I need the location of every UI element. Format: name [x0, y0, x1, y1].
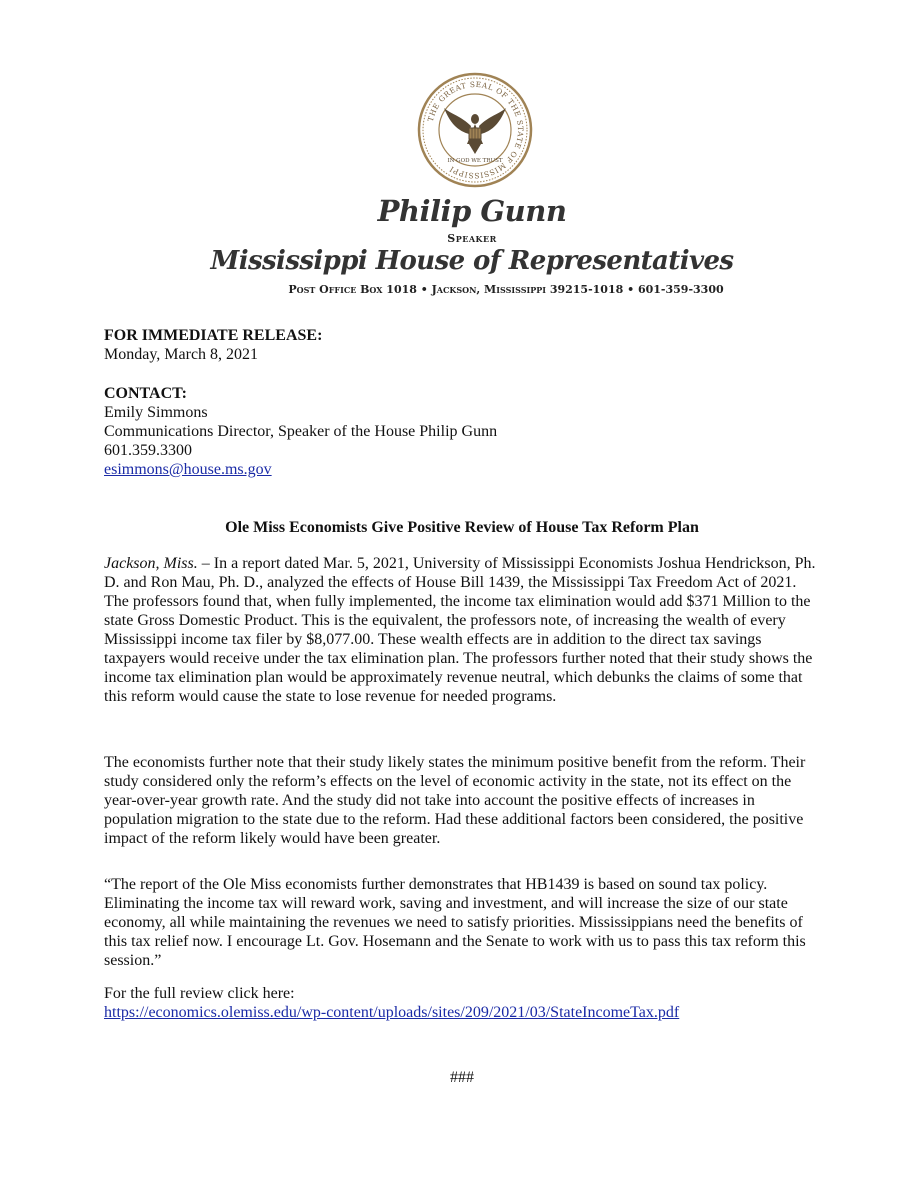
dateline: Jackson, Miss.: [104, 555, 198, 572]
release-block: [104, 326, 816, 364]
full-review-block: [104, 984, 816, 1022]
speaker-title: Speaker: [447, 232, 497, 245]
closing-marks: ###: [450, 1069, 474, 1086]
full-review-intro: For the full review click here:: [104, 985, 295, 1002]
eagle-icon: [444, 108, 506, 154]
letterhead: [0, 70, 924, 305]
chamber-name: Mississippi House of Representatives: [210, 246, 734, 276]
speaker-name: Philip Gunn: [377, 194, 567, 228]
contact-phone: 601.359.3300: [104, 442, 192, 459]
full-review-link[interactable]: https://economics.olemiss.edu/wp-content/uploads/sites/209/2021/03/StateIncomeTax.pdf: [104, 1004, 680, 1021]
release-date: Monday, March 8, 2021: [104, 346, 259, 363]
state-seal: [417, 72, 533, 188]
body-paragraph-1: [104, 554, 816, 706]
letterhead-address: Post Office Box 1018 • Jackson, Mississippi 39215-1018 • 601-359-3300: [288, 283, 724, 296]
body-paragraph-3-quote: “The report of the Ole Miss economists further demonstrates that HB1439 is based on sound tax policy. Eliminating the income tax will reward work, saving and investment, and will increase the size of our state economy, all while maintaining the revenues we need to satisfy priorities. Mississippians need the benefits of this tax relief now. I encourage Lt. Gov. Hosemann and the Senate to work with us to pass this tax reform this session.”: [104, 876, 806, 969]
contact-block: [104, 384, 816, 479]
paragraph-1-text: – In a report dated Mar. 5, 2021, University of Mississippi Economists Joshua Hendrickson, Ph. D. and Ron Mau, Ph. D., analyzed the effects of House Bill 1439, the Mississippi Tax Freedom Act of 2021. The professors found that, when fully implemented, the income tax elimination would add $371 Million to the state Gross Domestic Product. This is the equivalent, the professors note, of increasing the wealth of every Mississippi income tax filer by $8,077.00. These wealth effects are in addition to the direct tax savings taxpayers would receive under the tax elimination plan. The professors further noted that their study shows the income tax elimination plan would be approximately revenue neutral, which debunks the claims of some that this reform would cause the state to lose revenue for needed programs.: [104, 555, 816, 705]
seal-motto: IN GOD WE TRUST: [447, 158, 503, 164]
contact-position: Communications Director, Speaker of the House Philip Gunn: [104, 423, 498, 440]
contact-email-link[interactable]: esimmons@house.ms.gov: [104, 461, 272, 478]
release-label: FOR IMMEDIATE RELEASE:: [104, 327, 323, 344]
headline: Ole Miss Economists Give Positive Review of House Tax Reform Plan: [225, 519, 699, 536]
contact-name: Emily Simmons: [104, 404, 208, 421]
contact-label: CONTACT:: [104, 385, 187, 402]
body-paragraph-2: The economists further note that their study likely states the minimum positive benefit from the reform. Their study considered only the reform’s effects on the level of economic activity in the state, not its effect on the year-over-year growth rate. And the study did not take into account the positive effects of increases in population migration to the state due to the reform. Had these additional factors been considered, the positive impact of the reform likely would have been greater.: [104, 754, 806, 847]
seal-outer-text: THE GREAT SEAL OF THE STATE OF MISSISSIPPI: [425, 79, 526, 181]
